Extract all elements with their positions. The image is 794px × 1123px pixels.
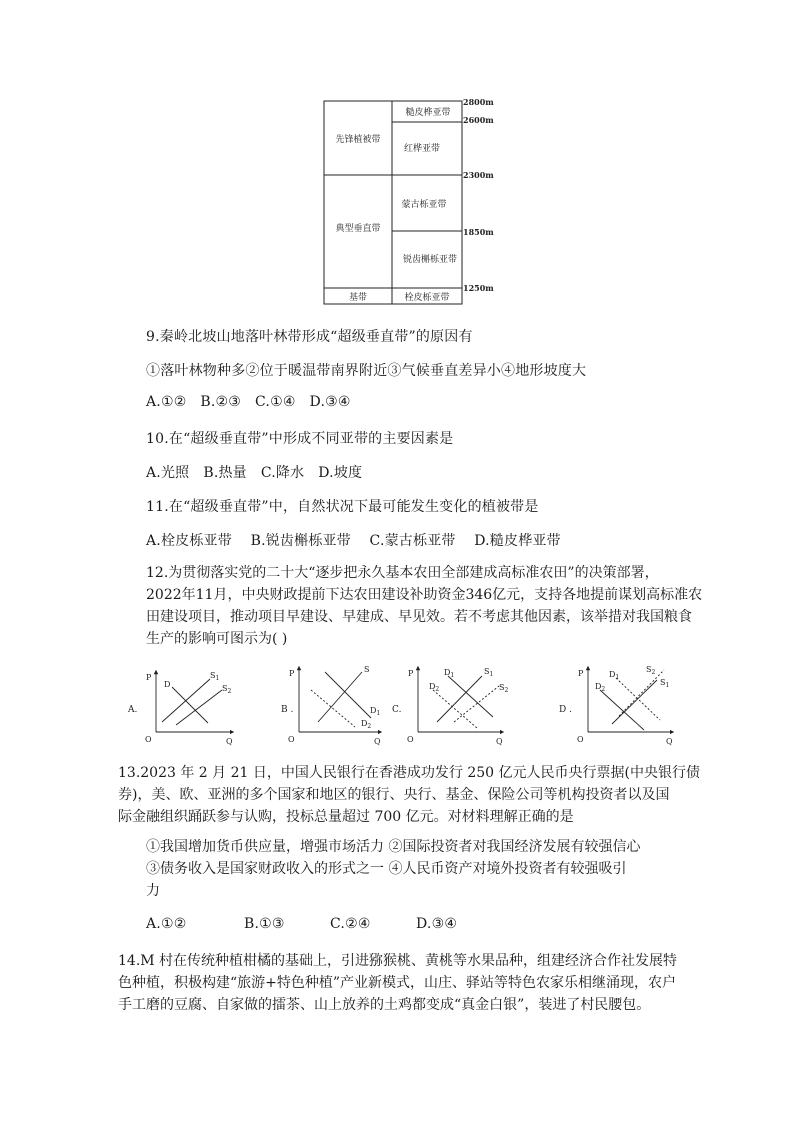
q12-line-1: 12.为贯彻落实党的二十大“逐步把永久基本农田全部建成高标准农田”的决策部署， (146, 565, 659, 581)
graph-b-q: Q (374, 737, 381, 746)
graph-c-s1-label: $S_1$ (484, 667, 494, 678)
altitude-label-4: 1850m (463, 227, 494, 237)
graph-b-demand-1-line (325, 672, 371, 718)
q13-option-d: D.③④ (416, 916, 458, 932)
supply-demand-graphs (110, 655, 760, 755)
graph-d-p: P (578, 669, 584, 678)
graph-b-s-label: S (364, 665, 370, 674)
graph-d (559, 665, 673, 746)
graph-a-supply-2-line (176, 690, 222, 725)
graph-c-o: O (407, 735, 414, 744)
zone-label-base: 基带 (348, 293, 368, 303)
vegetation-zone-diagram (300, 90, 520, 310)
graph-d-supply-2-line (619, 670, 664, 716)
graph-d-s1-label: $S_1$ (660, 678, 670, 689)
q10-option-b: B.热量 (203, 465, 247, 481)
subzone-label-3: 蒙古栎亚带 (401, 200, 447, 210)
subzone-label-5: 栓皮栎亚带 (404, 293, 450, 303)
q12-paragraph-cont (146, 584, 702, 650)
graph-a-q: Q (226, 737, 233, 746)
q10-option-a: A.光照 (146, 465, 190, 481)
q13-item-line-3: 力 (146, 883, 160, 899)
q13-line-3: 际金融组织踊跃参与认购，投标总量超过 700 亿元。对材料理解正确的是 (118, 809, 574, 825)
q13-item-line-1: ①我国增加货币供应量，增强市场活力 ②国际投资者对我国经济发展有较强信心 (146, 839, 641, 855)
q14-paragraph (118, 950, 677, 1016)
graph-a-d-label: D (164, 680, 171, 689)
subzone-label-2: 红桦亚带 (403, 144, 441, 154)
graph-d-demand-2-line (600, 690, 644, 730)
zone-label-pioneer: 先锋植被带 (335, 135, 381, 145)
graph-c (392, 667, 508, 746)
graph-d-o: O (577, 735, 584, 744)
graph-b-p: P (289, 669, 295, 678)
q12-line-3: 田建设项目，推动项目早建设、早建成、早见效。若不考虑其他因素，该举措对我国粮食 (146, 609, 692, 625)
graph-c-d1-label: $D_1$ (444, 668, 455, 679)
graph-d-s2-label: $S_2$ (646, 665, 656, 676)
graph-c-letter: C. (392, 705, 402, 715)
q14-line-3: 手工磨的豆腐、自家做的擂茶、山上放养的土鸡都变成“真金白银”，装进了村民腰包。 (118, 997, 651, 1013)
q13-option-c: C.②④ (330, 916, 371, 932)
graph-c-supply-1-line (437, 676, 482, 722)
q9-option-d: D.③④ (309, 394, 351, 410)
altitude-label-1: 2800m (463, 97, 494, 107)
q12-line-2: 2022年11月，中央财政提前下达农田建设补助资金346亿元，支持各地提前谋划高标准农 (146, 587, 703, 603)
q11-option-d: D.糙皮桦亚带 (474, 533, 561, 549)
graph-d-supply-1-line (612, 680, 657, 724)
q9-options (146, 394, 351, 410)
q14-line-2: 色种植，积极构建“旅游+特色种植”产业新模式，山庄、驿站等特色农家乐相继涌现，农户 (118, 975, 677, 991)
q9-stem: 9.秦岭北坡山地落叶林带形成“超级垂直带”的原因有 (146, 329, 473, 345)
graph-b-d1-label: $D_1$ (370, 706, 381, 717)
graph-c-d2-label: $D_2$ (429, 682, 440, 693)
q13-line-1: 13.2023 年 2 月 21 日，中国人民银行在香港成功发行 250 亿元人民币央行票据(中央银行债 (118, 765, 700, 781)
subzone-label-1: 糙皮桦亚带 (405, 108, 451, 118)
q10-option-d: D.坡度 (318, 465, 363, 481)
altitude-label-3: 2300m (463, 170, 494, 180)
q10-options (146, 462, 362, 482)
graph-d-d1-label: $D_1$ (609, 670, 620, 681)
graph-b-letter: B . (281, 705, 294, 715)
altitude-label-5: 1250m (463, 283, 494, 293)
graph-b-o: O (288, 735, 295, 744)
graph-a-s2-label: $S_2$ (222, 684, 232, 695)
q13-options (146, 916, 457, 932)
graph-c-q: Q (496, 737, 503, 746)
q11-options (146, 530, 561, 550)
graph-c-p: P (408, 669, 414, 678)
graph-d-q: Q (666, 737, 673, 746)
q12-paragraph (146, 562, 659, 584)
q13-line-2: 券)，美、欧、亚洲的多个国家和地区的银行、央行、基金、保险公司等机构投资者以及国 (118, 787, 670, 803)
q11-option-c: C.蒙古栎亚带 (369, 533, 456, 549)
graph-a-p: P (146, 673, 152, 682)
q9-items: ①落叶林物种多②位于暖温带南界附近③气候垂直差异小④地形坡度大 (146, 363, 587, 379)
q14-line-1: 14.M 村在传统种植柑橘的基础上，引进猕猴桃、黄桃等水果品种，组建经济合作社发展特 (118, 953, 678, 969)
graph-c-s2-label: $S_2$ (499, 683, 509, 694)
graph-b-d2-label: $D_2$ (361, 719, 372, 730)
q13-option-a: A.①② (146, 916, 187, 932)
graph-d-d2-label: $D_2$ (595, 682, 606, 693)
graph-a-s1-label: $S_1$ (210, 671, 220, 682)
q13-option-b: B.①③ (244, 916, 285, 932)
q13-items (146, 836, 640, 902)
graph-b (281, 665, 381, 746)
graph-a-letter: A. (128, 705, 138, 715)
q13-paragraph (118, 762, 700, 828)
q11-option-a: A.栓皮栎亚带 (146, 533, 232, 549)
subzone-label-4: 锐齿槲栎亚带 (402, 255, 458, 265)
zone-label-typical: 典型垂直带 (335, 224, 381, 234)
graph-a-o: O (145, 735, 152, 744)
graph-a (127, 671, 233, 746)
graph-d-letter: D . (559, 705, 572, 715)
altitude-label-2: 2600m (463, 115, 494, 125)
q11-option-b: B.锐齿槲栎亚带 (250, 533, 351, 549)
q9-option-c: C.①④ (255, 394, 296, 410)
q10-stem: 10.在“超级垂直带”中形成不同亚带的主要因素是 (146, 431, 454, 447)
q10-option-c: C.降水 (260, 465, 305, 481)
q12-line-4: 生产的影响可图示为( ) (146, 631, 288, 647)
q9-option-a: A.①② (146, 394, 187, 410)
q9-option-b: B.②③ (200, 394, 242, 410)
q11-stem: 11.在“超级垂直带”中，自然状况下最可能发生变化的植被带是 (146, 499, 539, 515)
q13-item-line-2: ③债务收入是国家财政收入的形式之一 ④人民币资产对境外投资者有较强吸引 (146, 861, 627, 877)
